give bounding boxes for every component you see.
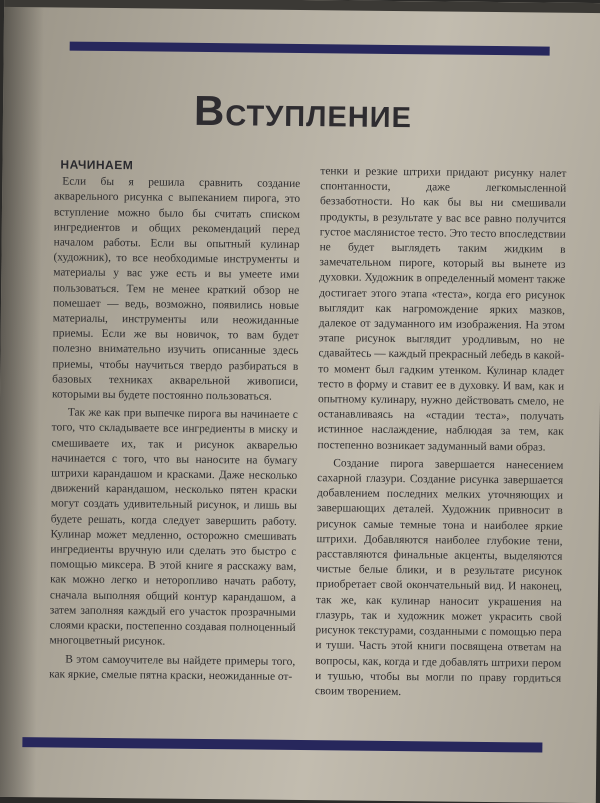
paragraph-4: тенки и резкие штрихи придают рисунку налет спонтанности, даже легкомысленной беззаботности. Но как бы вы ни смешивали продукты, в результате у вас все равно получится густое маслянистое тесто. Это тесто впоследствии не будет выглядеть таким жидким в замечательном пироге, который вы вынете из духовки. Художник в определенный момент также достигает этого этапа «теста», когда его рисунок выглядит как нагромождение ярких мазков, далекое от задуманного им изображения. На этом этапе рисунок выглядит уродливым, но не сдавайтесь — каждый прекрасный лебедь в какой-то момент был гадким утенком. Кулинар кладет тесто в форму и ставит ее в духовку. И вам, как и опытному кулинару, нужно действовать смело, не останавливаясь на «стадии теста», получать истинное наслаждение, наблюдая за тем, как постепенно возникает задуманный вами образ. bbox=[317, 165, 567, 454]
paragraph-2: Так же как при выпечке пирога вы начинаете с того, что складываете все ингредиенты в миску и смешиваете их, так и рисунок акварелью начинается с того, что вы наносите на бумагу штрихи карандашом и красками. Даже несколько движений карандашом, несколько пятен краски могут создать удивительный рисунок, и лишь вы будете решать, когда следует завершить работу. Кулинар может медленно, осторожно смешивать ингредиенты вручную или сделать это быстро с помощью миксера. В этой книге я расскажу вам, как можно легко и неторопливо начать работу, сначала выполняя общий контур карандашом, а затем заполняя каждый его участок прозрачными слоями краски, постепенно создавая полноценный многоцветный рисунок. bbox=[49, 406, 298, 648]
bottom-decorative-rule bbox=[22, 737, 542, 752]
top-decorative-rule bbox=[70, 42, 550, 56]
paragraph-5: Создание пирога завершается нанесением сахарной глазури. Создание рисунка завершается добавлением последних мелких уточняющих и завершающих деталей. Художник привносит в рисунок самые темные тона и наиболее яркие штрихи. Добавляются наиболее глубокие тени, расставляются финальные акценты, выделяются чистые белые блики, и в результате рисунок приобретает свой окончательный вид. И наконец, так же, как кулинар наносит украшения на глазурь, так и художник может украсить свой рисунок текстурами, созданными с помощью пера и туши. Часть этой книги посвящена ответам на вопросы, как, когда и где добавлять штрихи пером и тушью, чтобы вы могли по праву гордиться своим творением. bbox=[314, 457, 564, 698]
paragraph-3: В этом самоучителе вы найдете примеры того, как яркие, смелые пятна краски, неожиданные от- bbox=[49, 653, 296, 683]
section-heading: НАЧИНАЕМ bbox=[60, 157, 134, 173]
paragraph-1: Если бы я решила сравнить создание акварельного рисунка с выпеканием пирога, это вступление можно было бы считать списком ингредиентов и общих рекомендаций перед началом работы. Если вы опытный кулинар (художник), то все необходимые инструменты и материалы у вас уже есть и вы умеете ими пользоваться. Тем не менее краткий обзор не помешает — ведь, возможно, появились новые материалы, инструменты или неожиданные приемы. Если же вы новичок, то вам будет полезно внимательно изучить описанные здесь приемы, чтобы научиться твердо разбираться в базовых техниках акварельной живописи, которыми вы будете постоянно пользоваться. bbox=[51, 175, 301, 403]
left-column bbox=[49, 157, 300, 684]
page-title: Вступление bbox=[193, 86, 413, 137]
right-column bbox=[315, 164, 567, 702]
top-edge-strip bbox=[4, 0, 600, 13]
